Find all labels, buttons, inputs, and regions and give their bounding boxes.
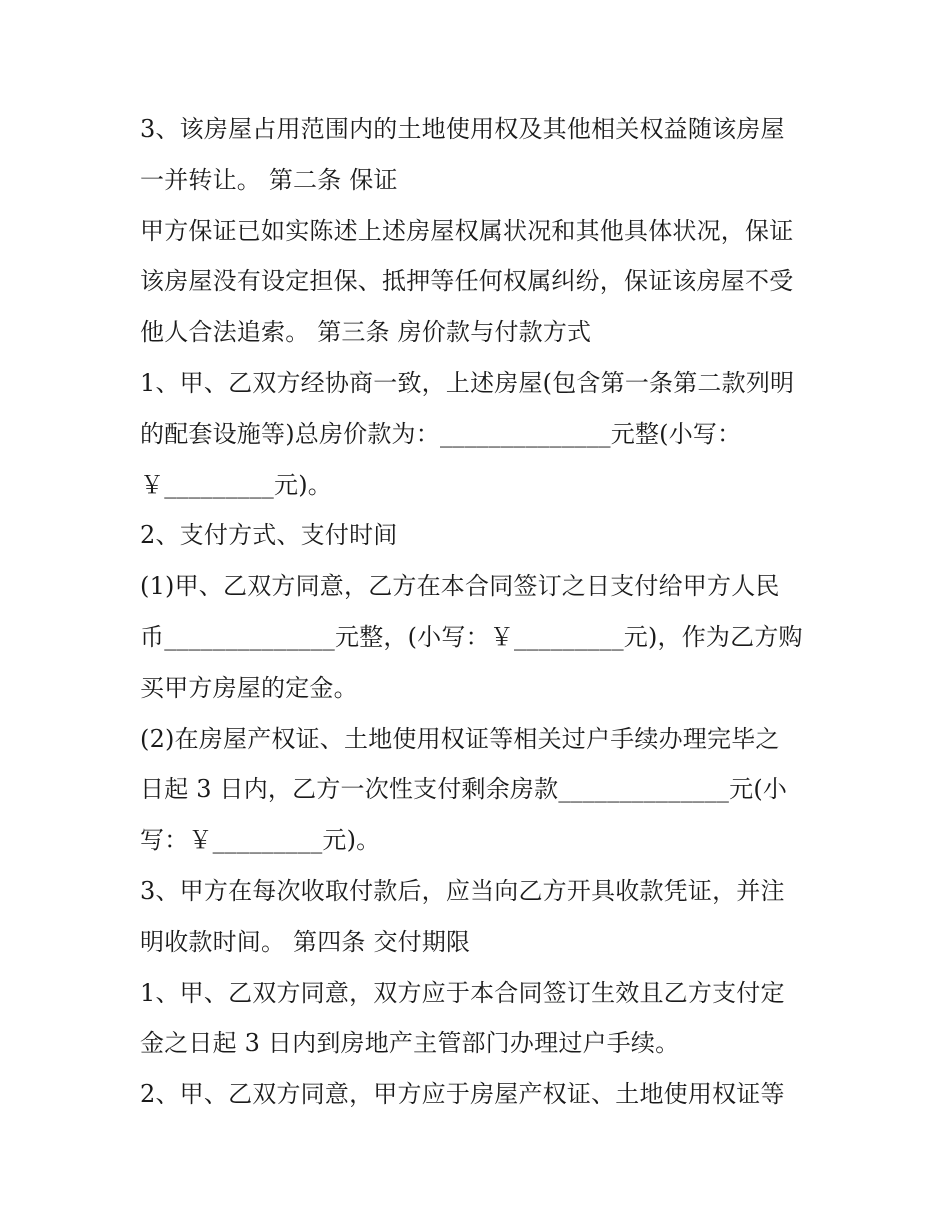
text-line: 明收款时间。 第四条 交付期限 [140,927,471,956]
text-line: 日起 3 日内，乙方一次性支付剩余房款______________元(小 [140,775,788,804]
text-line: 1、甲、乙双方同意，双方应于本合同签订生效且乙方支付定 [140,978,785,1007]
contract-text [140,104,820,1120]
text-line: (2)在房屋产权证、土地使用权证等相关过户手续办理完毕之 [140,724,780,753]
text-line: 金之日起 3 日内到房地产主管部门办理过户手续。 [140,1029,680,1058]
text-line: 他人合法追索。 第三条 房价款与付款方式 [140,318,592,347]
text-line: 该房屋没有设定担保、抵押等任何权属纠纷，保证该房屋不受 [140,267,794,296]
text-line: 3、该房屋占用范围内的土地使用权及其他相关权益随该房屋 [140,115,785,143]
text-line: 写：￥_________元)。 [140,826,381,855]
text-line: ￥_________元)。 [140,470,332,499]
text-line: 甲方保证已如实陈述上述房屋权属状况和其他具体状况，保证 [140,216,794,245]
text-line: 买甲方房屋的定金。 [140,673,358,702]
text-line: 2、支付方式、支付时间 [140,521,398,550]
text-line: 3、甲方在每次收取付款后，应当向乙方开具收款凭证，并注 [140,876,785,905]
text-line: (1)甲、乙双方同意，乙方在本合同签订之日支付给甲方人民 [140,572,780,601]
text-line: 一并转让。 第二条 保证 [140,165,398,194]
text-line: 1、甲、乙双方经协商一致，上述房屋(包含第一条第二款列明 [140,368,795,397]
text-line: 2、甲、乙双方同意，甲方应于房屋产权证、土地使用权证等 [140,1080,785,1109]
text-line: 币______________元整，(小写：￥_________元)，作为乙方购 [140,622,803,651]
text-line: 的配套设施等)总房价款为：______________元整(小写： [140,419,742,448]
